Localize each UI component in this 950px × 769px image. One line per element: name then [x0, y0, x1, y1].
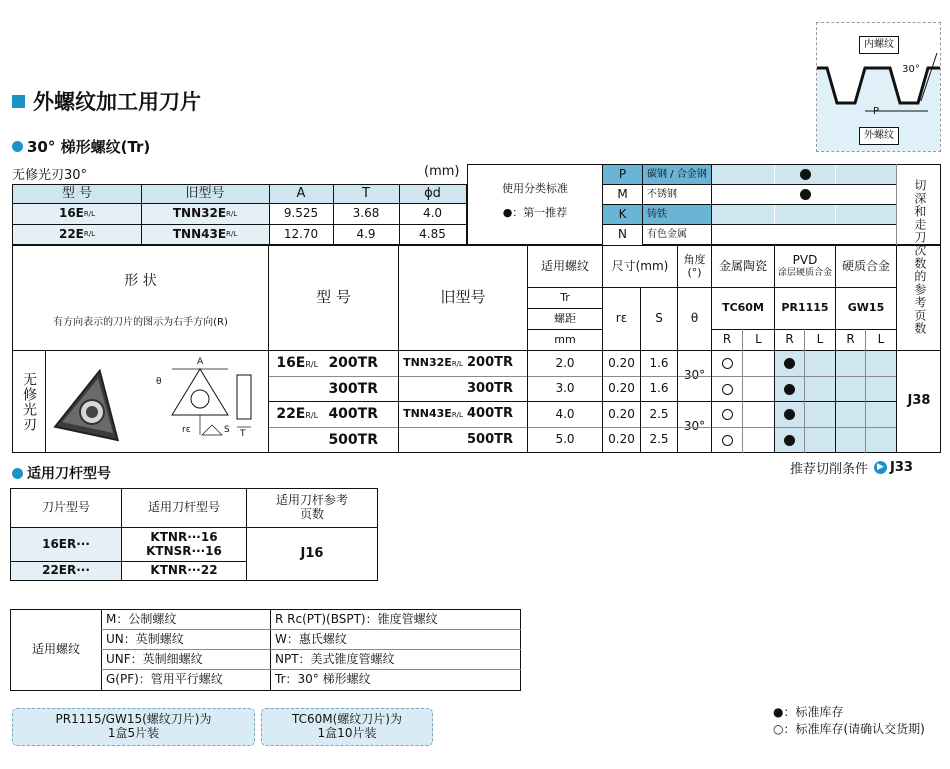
dims-h-type: 型 号: [13, 185, 141, 203]
stock-ring-icon: [722, 358, 733, 369]
pack-note-2-line2: 1盒10片装: [317, 726, 377, 740]
row-old-2: [399, 402, 527, 427]
usage-mark-3-0: [712, 225, 774, 245]
row-tc-l-2: [743, 402, 774, 427]
angle-label: 30°: [902, 64, 920, 76]
row-tc-l-1: [743, 377, 774, 401]
grade-dir-3: L: [816, 332, 824, 347]
old-type-header: 旧型号: [440, 288, 486, 307]
shape-note: 有方向表示的刀片的图示为右手方向(R): [53, 317, 228, 329]
stock-dot-icon: [784, 435, 795, 446]
pitch-label: P: [872, 106, 880, 118]
grade-dir-2: R: [785, 332, 794, 347]
thread-item-1: R Rc(PT)(BSPT)：锥度管螺纹: [275, 611, 438, 626]
type-header: 型 号: [316, 288, 351, 307]
grade-dir-0: R: [722, 332, 732, 347]
holder-r1-holder: [122, 528, 246, 561]
row-pr-l-2: [805, 402, 835, 427]
holder-title-text: 适用刀杆型号: [27, 466, 111, 482]
row-tc-r-1: [712, 377, 742, 401]
ref-header-cell: [897, 164, 941, 350]
row-tc-r-3: [712, 428, 742, 452]
pack-note-1: [12, 708, 255, 746]
row-type-1: [269, 377, 398, 401]
dims-row2-type-text: 22E: [58, 226, 84, 241]
stock-dot-icon: [784, 384, 795, 395]
thread-label: 适用螺纹: [31, 642, 80, 657]
row-code: 300TR: [328, 380, 378, 397]
theta-value-1: 30°: [683, 368, 706, 383]
row-pitch-2: 4.0: [555, 406, 575, 421]
row-oldcode: 500TR: [466, 431, 513, 447]
row-old-1: [399, 377, 527, 401]
row-pr-r-0: [775, 351, 804, 376]
holder-r2-insert: 22ER···: [11, 562, 121, 580]
stock-dot-icon: [800, 169, 811, 180]
row-code: 400TR: [328, 406, 378, 423]
row-s-2: 2.5: [649, 406, 669, 421]
dims-h-t: T: [333, 185, 399, 203]
row-pr-l-3: [805, 428, 835, 452]
dims-row1-d: 4.0: [422, 206, 443, 221]
arrow-circle-icon: ▶: [874, 461, 887, 474]
pack-note-2-line1: TC60M(螺纹刀片)为: [292, 712, 402, 727]
usage-mark-1-1: [775, 185, 835, 204]
angle-header: 角度(°): [683, 252, 706, 279]
row-s-0: 1.6: [649, 355, 669, 370]
row-type-3: [269, 428, 398, 452]
holder-r1-insert: 16ER···: [11, 528, 121, 561]
dims-row2-t: 4.9: [356, 226, 376, 241]
row-pitch-1: 3.0: [555, 381, 575, 396]
row-old-suffix: R/L: [451, 360, 463, 369]
row-pr-r-3: [775, 428, 804, 452]
holder-page: J16: [300, 545, 324, 561]
row-old-text: TNN32E: [403, 356, 452, 370]
row-gw-l-3: [866, 428, 896, 452]
usage-name-1: 不锈钢: [647, 188, 677, 200]
usage-code-2: K: [603, 205, 642, 224]
dims-unit: (mm): [424, 164, 460, 179]
ref-header: 切深和走刀次数的参考页数: [912, 179, 927, 335]
thread-header: 适用螺纹: [540, 258, 589, 273]
usage-name-3: 有色金属: [647, 229, 687, 241]
dims-h-d: ϕd: [399, 185, 466, 203]
grade2-name: PR1115: [781, 301, 829, 315]
shape-header-cell: [13, 246, 268, 350]
insert-photo-svg: [52, 362, 132, 442]
ref-page: J38: [907, 393, 931, 409]
row-re-2: 0.20: [608, 406, 635, 421]
dims-row1-old-text: TNN32E: [172, 206, 227, 221]
thread-item-7: Tr：30° 梯形螺纹: [275, 671, 371, 686]
insert-photo: [52, 362, 132, 442]
row-tc-r-2: [712, 402, 742, 427]
usage-name-0: 碳钢 / 合金钢: [643, 165, 711, 184]
pack-note-1-line2: 1盒5片装: [107, 726, 160, 740]
row-tc-l-0: [743, 351, 774, 376]
thread-item-5: NPT：美式锥度管螺纹: [275, 651, 395, 666]
insert-drawing: [142, 355, 267, 450]
stock-ring-icon: [722, 384, 733, 395]
grade2-sub: 涂层硬质合金: [777, 268, 832, 279]
insert-drawing-svg: [142, 355, 267, 450]
holder-title: [12, 463, 111, 483]
usage-mark-3-2: [836, 225, 896, 245]
dims-row1-type-suffix: R/L: [83, 209, 96, 218]
holder-h1: 刀片型号: [41, 500, 90, 515]
legend-stock: ●：标准库存: [773, 705, 844, 719]
draw-s: S: [224, 425, 230, 435]
grade2-group: PVD: [792, 253, 818, 268]
row-type-text: 22E: [276, 406, 306, 423]
usage-code-1: M: [603, 185, 642, 204]
row-gw-l-2: [866, 402, 896, 427]
draw-t: T: [240, 429, 246, 439]
holder-r2-holder: KTNR···22: [150, 563, 218, 578]
row-gw-l-0: [866, 351, 896, 376]
row-old-suffix: R/L: [451, 411, 463, 420]
row-pr-l-0: [805, 351, 835, 376]
draw-a: A: [197, 357, 204, 367]
row-type-2: [269, 402, 398, 427]
row-type-text: 16E: [276, 355, 306, 372]
usage-code-3: N: [603, 225, 642, 245]
side-label: 无修光刃: [21, 371, 38, 432]
dims-h-old: 旧型号: [141, 185, 269, 203]
dims-row2-d: 4.85: [419, 226, 446, 241]
row-gw-r-0: [836, 351, 865, 376]
dims-caption: 无修光刃30°: [12, 168, 88, 183]
re-header: rε: [615, 311, 628, 326]
inner-thread-label: 内螺纹: [859, 36, 899, 54]
size-header: 尺寸(mm): [611, 258, 669, 273]
usage-mark-0-0: [712, 165, 774, 184]
row-oldcode: 200TR: [466, 355, 513, 371]
row-type-0: [269, 351, 398, 376]
usage-mark-3-1: [775, 225, 835, 245]
dims-h-a: A: [269, 185, 333, 203]
mm-header: mm: [554, 332, 576, 346]
dims-row2-type-suffix: R/L: [83, 230, 96, 239]
thread-item-4: UNF：英制细螺纹: [106, 651, 203, 666]
holder-r1-holder-a: KTNR···16: [150, 529, 218, 544]
page-title-text: 外螺纹加工用刀片: [33, 90, 201, 114]
dims-row1-type-text: 16E: [58, 206, 84, 221]
shape-header: 形 状: [124, 273, 157, 290]
grade1-name: TC60M: [722, 301, 764, 315]
holder-r1-holder-b: KTNSR···16: [146, 543, 222, 558]
usage-mark-2-2: [836, 205, 896, 224]
usage-name-2: 铸铁: [643, 205, 711, 224]
usage-label1: 使用分类标准: [502, 181, 568, 195]
row-pitch-3: 5.0: [555, 432, 575, 447]
row-s-3: 2.5: [649, 432, 669, 447]
dims-row2-old-suffix: R/L: [226, 230, 238, 239]
grade1-group: 金属陶瓷: [718, 258, 767, 273]
row-s-1: 1.6: [649, 381, 669, 396]
outer-thread-label: 外螺纹: [859, 127, 899, 145]
row-re-3: 0.20: [608, 432, 635, 447]
grade-dir-5: L: [877, 332, 885, 347]
dims-row1-type: [13, 204, 141, 224]
row-pitch-0: 2.0: [555, 355, 575, 370]
row-old-0: [399, 351, 527, 376]
dims-row2-old: [141, 225, 269, 244]
dims-row1-old: [141, 204, 269, 224]
row-pr-r-2: [775, 402, 804, 427]
legend-stock-check: ○：标准库存(请确认交货期): [773, 722, 925, 736]
row-pr-l-1: [805, 377, 835, 401]
theta-value-2: 30°: [683, 419, 706, 434]
pack-note-2: [261, 708, 433, 746]
row-gw-r-2: [836, 402, 865, 427]
pack-note-1-line1: PR1115/GW15(螺纹刀片)为: [55, 712, 212, 727]
theta-header: θ: [690, 311, 699, 326]
cutting-conditions-label: 推荐切削条件: [790, 461, 869, 477]
row-gw-l-1: [866, 377, 896, 401]
dims-row2-old-text: TNN43E: [172, 226, 227, 241]
row-tc-l-3: [743, 428, 774, 452]
stock-ring-icon: [722, 435, 733, 446]
dims-row2-type: [13, 225, 141, 244]
usage-label2: ●：第一推荐: [502, 205, 568, 219]
thread-diagram: [816, 22, 941, 152]
row-type-suffix: R/L: [305, 360, 319, 370]
s-header: S: [655, 311, 663, 326]
row-code: 200TR: [328, 355, 378, 372]
row-type-suffix: R/L: [305, 411, 319, 421]
thread-item-0: M：公制螺纹: [106, 611, 177, 626]
holder-h3: 适用刀杆参考页数: [275, 493, 348, 521]
page-title: [12, 88, 201, 114]
dims-row1-a: 9.525: [283, 206, 319, 221]
row-old-text: TNN43E: [403, 407, 452, 421]
grade3-name: GW15: [847, 301, 885, 315]
grade3-group: 硬质合金: [841, 258, 890, 273]
draw-re: rε: [182, 425, 191, 435]
subtitle: [12, 136, 150, 156]
title-square-icon: [12, 95, 25, 108]
dims-row2-a: 12.70: [283, 226, 319, 241]
grade-dir-1: L: [755, 332, 762, 347]
subtitle-text: 30° 梯形螺纹(Tr): [27, 137, 151, 156]
thread-item-3: W：惠氏螺纹: [275, 631, 347, 646]
pitch-header: 螺距: [554, 311, 576, 325]
row-pr-r-1: [775, 377, 804, 401]
usage-mark-2-1: [775, 205, 835, 224]
cutting-conditions-link[interactable]: [790, 458, 913, 476]
subtitle-dot-icon: [12, 141, 23, 152]
stock-dot-icon: [784, 409, 795, 420]
row-tc-r-0: [712, 351, 742, 376]
thread-item-2: UN：英制螺纹: [106, 631, 184, 646]
side-label-cell: [13, 351, 45, 452]
stock-ring-icon: [722, 409, 733, 420]
usage-mark-2-0: [712, 205, 774, 224]
row-oldcode: 300TR: [466, 380, 513, 396]
row-re-1: 0.20: [608, 381, 635, 396]
row-re-0: 0.20: [608, 355, 635, 370]
cutting-conditions-page: J33: [890, 459, 913, 475]
usage-mark-0-2: [836, 165, 896, 184]
stock-dot-icon: [800, 189, 811, 200]
tr-header: Tr: [560, 290, 570, 304]
row-code: 500TR: [328, 431, 378, 448]
row-gw-r-3: [836, 428, 865, 452]
stock-dot-icon: [784, 358, 795, 369]
grade-dir-4: R: [846, 332, 855, 347]
usage-mark-0-1: [775, 165, 835, 184]
usage-mark-1-0: [712, 185, 774, 204]
row-oldcode: 400TR: [466, 406, 513, 422]
dims-row1-old-suffix: R/L: [226, 209, 238, 218]
draw-theta: θ: [156, 377, 162, 387]
holder-dot-icon: [12, 468, 23, 479]
dims-row1-t: 3.68: [352, 206, 380, 221]
row-old-3: [399, 428, 527, 452]
grade2-group-cell: [775, 246, 835, 287]
usage-mark-1-2: [836, 185, 896, 204]
holder-h2: 适用刀杆型号: [147, 500, 220, 515]
thread-item-6: G(PF)：管用平行螺纹: [106, 671, 223, 686]
usage-code-0: P: [603, 165, 642, 184]
row-gw-r-1: [836, 377, 865, 401]
